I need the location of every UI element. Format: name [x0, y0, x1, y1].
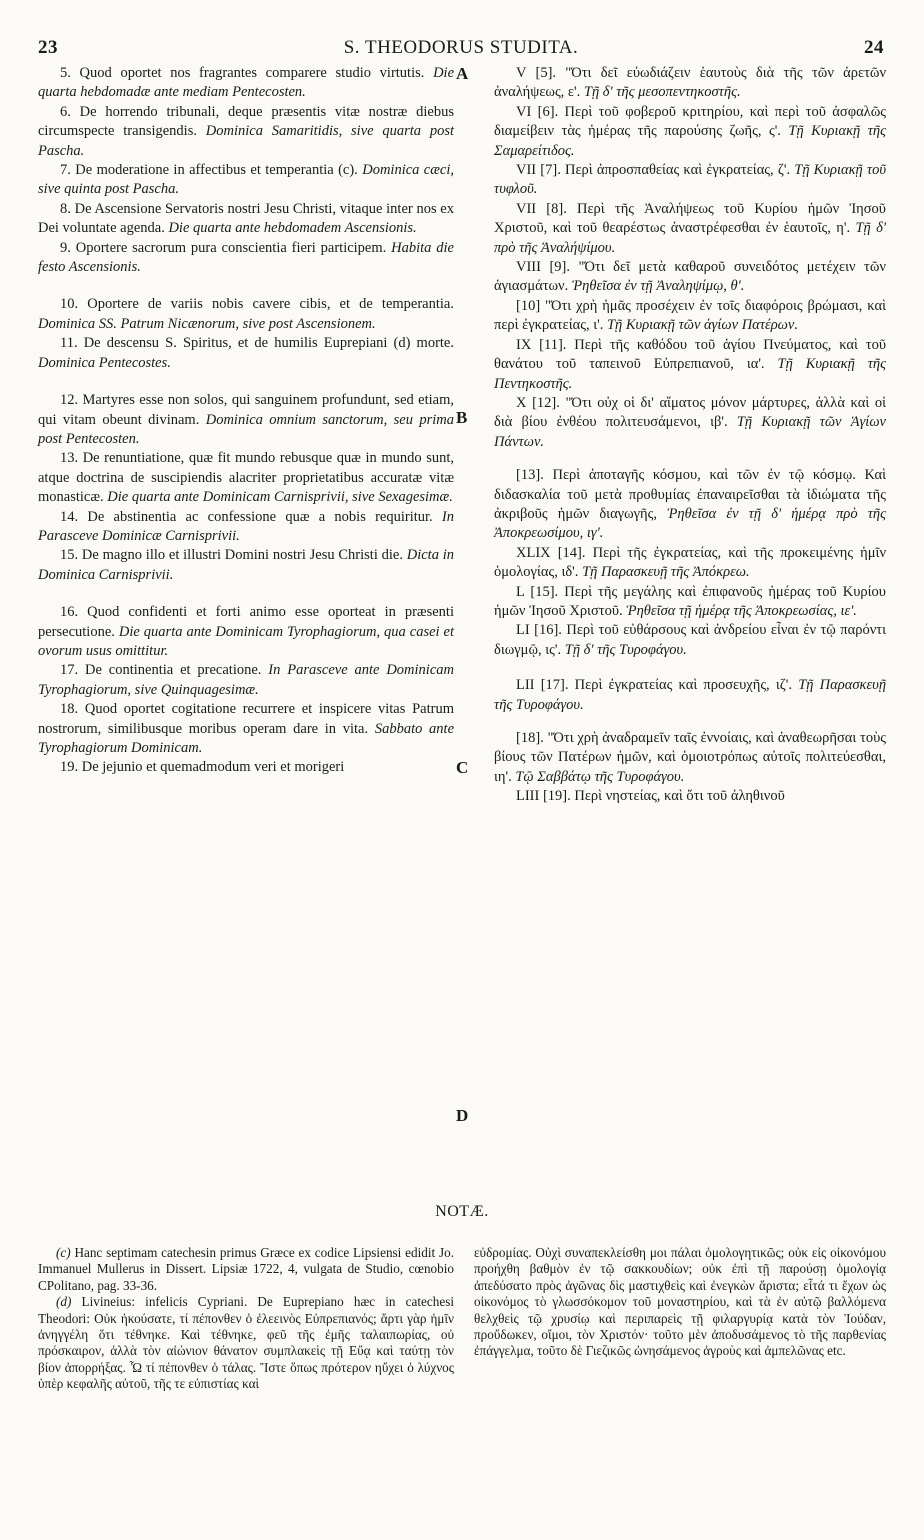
latin-entry-occasion: Dominica omnium sanctorum, seu prima post Pentecosten.	[38, 411, 454, 447]
latin-entry-title: 16. Quod confidenti et forti animo esse oporteat in præsenti persecutione.	[38, 604, 454, 640]
latin-entry-occasion: Dicta in Dominica Carnisprivii.	[38, 547, 455, 583]
margin-marker-d: D	[456, 1106, 469, 1125]
greek-entry	[494, 729, 886, 787]
latin-entry-title: 12. Martyres esse non solos, qui sanguinem profundunt, sed etiam, qui vitam obeunt divinam.	[38, 392, 454, 428]
latin-column	[38, 64, 454, 778]
greek-entry-occasion: Τῇ Κυριακῇ τῆς Σαμαρείτιδος.	[494, 123, 886, 159]
two-column-body	[38, 64, 886, 1194]
latin-entry-occasion: Die quarta ante Dominicam Carnisprivii, sive Sexagesimæ.	[107, 489, 453, 506]
greek-entry	[494, 64, 886, 103]
latin-entry	[38, 508, 454, 547]
latin-entry-occasion: Sabbato ante Tyrophagiorum Dominicam.	[38, 720, 455, 756]
latin-entry-title: 18. Quod oportet cogitatione recurrere et inspicere vitas Patrum nostrorum, similibusque moribus operam dare in vita.	[38, 701, 454, 737]
latin-entry	[38, 603, 454, 661]
greek-entry-title: L [15]. Περὶ τῆς μεγάλης καὶ ἐπιφανοῦς ἡμέρας τοῦ Κυρίου ἡμῶν Ἰησοῦ Χριστοῦ.	[494, 583, 886, 619]
footnotes-left-column	[38, 1245, 454, 1393]
latin-entry	[38, 334, 454, 373]
greek-entry-occasion: Τῇ Παρασκευῇ τῆς Ἀπόκρεω.	[582, 564, 750, 581]
greek-entry-title: LIII [19]. Περὶ νηστείας, καὶ ὅτι τοῦ ἀληθινοῦ	[516, 788, 785, 805]
margin-marker-a: A	[456, 64, 469, 83]
latin-entry-occasion: Die quarta ante hebdomadem Ascensionis.	[168, 220, 417, 237]
greek-entry-occasion: Τῇ δ' πρὸ τῆς Ἀναλήψίμου.	[494, 220, 886, 256]
greek-entry-occasion: Τῷ Σαββάτῳ τῆς Τυροφάγου.	[515, 768, 685, 785]
greek-entry-title: VI [6]. Περὶ τοῦ φοβεροῦ κριτηρίου, καὶ περὶ τοῦ ἀσφαλῶς διαμείβειν τὰς ἡμέρας τῆς παρούσης ζωῆς, ς'.	[494, 103, 886, 140]
greek-column	[494, 64, 886, 807]
latin-entry	[38, 758, 454, 777]
latin-entry-occasion: In Parasceve ante Dominicam Tyrophagiorum, sive Quinquagesimæ.	[38, 662, 454, 698]
latin-entry-title: 5. Quod oportet nos fragrantes comparere studio virtutis.	[60, 65, 425, 81]
latin-entry-title: 14. De abstinentia ac confessione quæ a nobis requiritur.	[60, 508, 433, 525]
latin-entry	[38, 200, 454, 239]
greek-entry	[494, 103, 886, 161]
greek-entry	[494, 161, 886, 200]
greek-entry	[494, 544, 886, 583]
latin-entry-occasion: Dominica SS. Patrum Nicænorum, sive post Ascensionem.	[38, 315, 376, 332]
footnotes	[38, 1245, 886, 1485]
latin-entry-occasion: Dominica Samaritidis, sive quarta post Pascha.	[38, 123, 455, 159]
greek-entry-title: [13]. Περὶ ἀποταγῆς κόσμου, καὶ τῶν ἐν τῷ κόσμῳ. Καὶ διδασκαλία τοῦ μετὰ προθυμίας ἐπαναιρεῖσθαι τὰ ἰδιώματα τῆς ἀκριβοῦς ἡμῶν διαγωγῆς,	[494, 467, 886, 522]
footnote-tag: (c)	[56, 1245, 71, 1260]
greek-entry	[494, 336, 886, 394]
greek-entry	[494, 621, 886, 660]
greek-entry	[494, 297, 886, 336]
latin-entry-title: 19. De jejunio et quemadmodum veri et morigeri	[60, 759, 345, 776]
latin-entry-occasion: In Parasceve Dominicæ Carnisprivii.	[38, 508, 455, 544]
margin-marker-b: B	[456, 408, 468, 427]
latin-entry-title: 15. De magno illo et illustri Domini nostri Jesu Christi die.	[60, 547, 403, 564]
latin-entry-occasion: Habita die festo Ascensionis.	[38, 239, 454, 276]
page-number-left: 23	[38, 37, 58, 58]
greek-entry-occasion: Ῥηθεῖσα ἐν τῇ Ἀναληψίμῳ, θ'.	[571, 278, 745, 295]
latin-entry	[38, 64, 454, 103]
latin-entry	[38, 239, 454, 278]
greek-entry-occasion: Τῇ Κυριακῇ τῶν ἁγίων Πατέρων.	[606, 317, 798, 334]
greek-entry-occasion: Τῇ Κυριακῇ τῶν Ἁγίων Πάντων.	[494, 414, 886, 450]
greek-entry-title: [18]. "Ότι χρὴ ἀναδραμεῖν ταῖς ἐννοίαις, καὶ ἀναθεωρῆσαι τοὺς βίους τῶν Πατέρων ἡμῶν, καὶ ὁμοιοτρόπως αὐτοῖς πολιτεύεσθαι, ιη'.	[494, 730, 886, 785]
greek-entry-title: XLIX [14]. Περὶ τῆς ἐγκρατείας, καὶ τῆς προκειμένης ἡμῖν ὁμολογίας, ιδ'.	[494, 544, 886, 581]
greek-entry-occasion: Ῥηθεῖσα τῇ ἡμέρᾳ τῆς Ἀποκρεωσίας, ιε'.	[626, 602, 857, 619]
latin-entry-title: 17. De continentia et precatione.	[60, 662, 262, 679]
greek-entry-title: LI [16]. Περὶ τοῦ εὐθάρσους καὶ ἀνδρείου εἶναι ἐν τῷ παρόντι διωγμῷ, ις'.	[494, 622, 886, 658]
greek-entry-title: VII [8]. Περὶ τῆς Ἀναλήψεως τοῦ Κυρίου ἡμῶν Ἰησοῦ Χριστοῦ, καὶ τοῦ θεαρέστως ἀναστρέφεσθαι ἐν ἑαυτοῖς, η'.	[494, 200, 886, 237]
latin-entry-occasion: Dominica Pentecostes.	[38, 354, 171, 371]
latin-entry-occasion: Die quarta ante Dominicam Tyrophagiorum, qua casei et ovorum usus omittitur.	[38, 623, 454, 659]
latin-entry	[38, 391, 454, 449]
latin-entry-title: 7. De moderatione in affectibus et temperantia (c).	[60, 162, 358, 179]
greek-entry-title: [10] "Ότι χρὴ ἡμᾶς προσέχειν ἐν τοῖς διαφόροις βρώμασι, καὶ περὶ ἐγκρατείας, ι'.	[494, 297, 886, 334]
greek-entry-occasion: Τῇ Κυριακῇ τῆς Πεντηκοστῆς.	[494, 356, 887, 392]
greek-entry-occasion: Τῇ Παρασκευῇ τῆς Τυροφάγου.	[494, 677, 887, 713]
greek-entry-title: VII [7]. Περὶ ἀπροσπαθείας καὶ ἐγκρατείας, ζ'.	[516, 162, 791, 179]
greek-entry	[494, 394, 886, 452]
page-number-right: 24	[864, 37, 884, 58]
greek-entry-occasion: Τῇ δ' τῆς μεσοπεντηκοστῆς.	[583, 84, 741, 101]
latin-entry-occasion: Die quarta hebdomadæ ante mediam Pentecosten.	[38, 65, 454, 101]
latin-entry-occasion: Dominica cæci, sive quinta post Pascha.	[38, 162, 454, 198]
greek-entry	[494, 466, 886, 544]
latin-entry	[38, 161, 454, 200]
latin-entry-title: 13. De renuntiatione, quæ fit mundo rebusque quæ in mundo sunt, atque doctrina de suscipiendis alacriter proprietatibus accuratæ vitæ monasticæ.	[38, 450, 454, 506]
footnote	[38, 1245, 454, 1294]
latin-entry	[38, 103, 454, 161]
latin-entry-title: 10. Oportere de variis nobis cavere cibis, et de temperantia.	[60, 296, 454, 313]
greek-entry-title: V [5]. "Ότι δεῖ εὐωδιάζειν ἑαυτοὺς διὰ τῆς τῶν ἀρετῶν ἀναλήψεως, ε'.	[494, 65, 886, 101]
greek-entry-occasion: Τῇ Κυριακῇ τοῦ τυφλοῦ.	[494, 162, 887, 198]
greek-entry-title: VIII [9]. "Ότι δεῖ μετὰ καθαροῦ συνειδότος μετέχειν τῶν ἁγιασμάτων.	[494, 259, 886, 295]
latin-entry	[38, 449, 454, 507]
greek-entry	[494, 258, 886, 297]
greek-entry	[494, 200, 886, 258]
margin-marker-c: C	[456, 758, 469, 777]
footnote	[38, 1294, 454, 1392]
greek-entry-title: IX [11]. Περὶ τῆς καθόδου τοῦ ἁγίου Πνεύματος, καὶ τοῦ θανάτου τοῦ ταπεινοῦ Εὐπρεπιανοῦ, ια'.	[494, 336, 886, 373]
latin-entry	[38, 661, 454, 700]
running-title: S. THEODORUS STUDITA.	[343, 37, 579, 58]
greek-entry-title: X [12]. "Ότι οὐχ οἱ δι' αἵματος μόνον μάρτυρες, ἀλλὰ καὶ οἱ διὰ βίου ἐνθέου πολιτευσάμενοι, ιβ'.	[494, 394, 886, 431]
latin-entry	[38, 700, 454, 758]
latin-entry-title: 8. De Ascensione Servatoris nostri Jesu Christi, vitaque inter nos ex Dei voluntate agenda.	[38, 200, 454, 237]
footnote-tag: (d)	[56, 1294, 72, 1310]
greek-entry-title: LII [17]. Περὶ ἐγκρατείας καὶ προσευχῆς, ιζ'.	[516, 677, 793, 694]
latin-entry-title: 9. Oportere sacrorum pura conscientia fieri participem.	[60, 239, 387, 256]
greek-entry	[494, 583, 886, 622]
footnote-text: Hanc septimam catechesin primus Græce ex codice Lipsiensi edidit Jo. Immanuel Mullerus in Dissert. Lipsiæ 1722, 4, vulgata de Studio, cœnobio CPolitano, pag. 33-36.	[38, 1245, 454, 1293]
footnote-text: Livineius: infelicis Cypriani. De Euprepiano hæc in catechesi Theodori: Οὐκ ἠκούσατε, τί πέπονθεν ὁ ἐλεεινὸς Εὐπρεπιανός; ἄρτι γὰρ ἡμῖν ἀνηγγέλη ὅτι τέθνηκε. Καὶ τέθνηκε, φεῦ τῆς ἐμῆς ταλαιπωρίας, οὐ πρόσκαιρον, ἀλλὰ τὸν αἰώνιον θάνατον συμπλακεὶς τῇ Εὔᾳ καὶ ταύτῃ τὸν βίον ἀπορρήξας. Ὦ τί πέπονθεν ὁ τάλας. Ἴστε ὅπως πρότερον ηὔχει ὁ λύχνος ὑπὲρ κεφαλῆς αὐτοῦ, τῆς τε εὐπιστίας καὶ	[38, 1294, 455, 1392]
greek-entry-occasion: Ῥηθεῖσα ἐν τῇ δ' ἡμέρᾳ πρὸ τῆς Ἀποκρεωσίμου, ιγ'.	[494, 505, 887, 542]
footnote-continuation: εὐδρομίας. Οὐχὶ συναπεκλείσθη μοι πάλαι ὁμολογητικῶς; οὐκ εἰς οἰκονόμου προήχθη βαθμὸν ἐν τῷ σακκουδίων; οὐκ ἐπὶ τῇ παρούσῃ ὁμολογίᾳ ἀπεδύσατο πρὸς ἀγῶνας δὶς μαστιχθεὶς καὶ ἐνεγκὼν ἄριστα; εἶτά τι ἔχων ὡς οἰκονόμος τὸ γλωσσόκομον τοῦ μοναστηρίου, καὶ τὰ ἐν αὐτῷ βαλλόμενα θελχθεὶς τῷ χρυσίῳ καὶ περιπαρεὶς τῇ φιλαργυρίᾳ κατὰ τὸν Ἰούδαν, προὔδωκεν, οἴμοι, τὸν Χριστόν· τοῦτο μὲν ἀποδυσάμενος τὸ τῆς παρθενίας ἐπάγγελμα, τοῦτο δὲ Γιεζικῶς ὠνησάμενος ἀγροὺς καὶ ἀμπελῶνας etc.	[474, 1245, 886, 1359]
footnotes-right-column	[474, 1245, 886, 1360]
greek-entry	[494, 787, 886, 806]
latin-entry-title: 6. De horrendo tribunali, deque præsentis vitæ nostræ diebus circumspecte transigendis.	[38, 103, 454, 140]
page-header	[38, 37, 884, 59]
greek-entry	[494, 676, 886, 715]
latin-entry	[38, 546, 454, 585]
greek-entry-occasion: Τῇ δ' τῆς Τυροφάγου.	[564, 641, 687, 658]
latin-entry	[38, 295, 454, 334]
notes-heading: NOTÆ.	[435, 1203, 489, 1220]
latin-entry-title: 11. De descensu S. Spiritus, et de humilis Euprepiani (d) morte.	[60, 335, 454, 352]
